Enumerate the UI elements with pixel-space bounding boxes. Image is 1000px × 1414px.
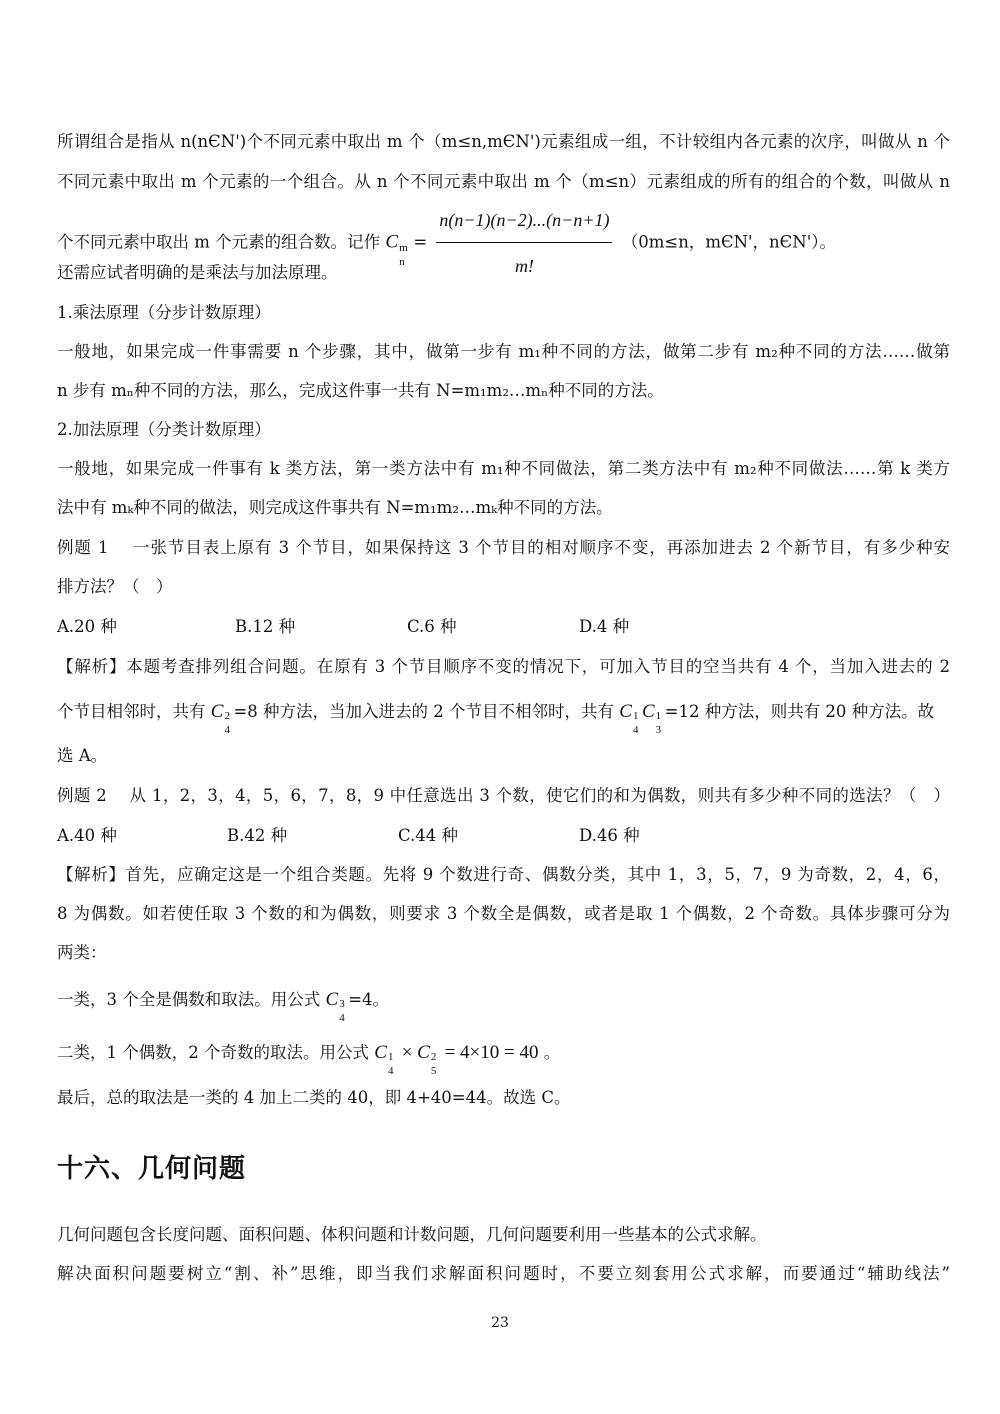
combination-c43: C [325,989,339,1010]
example-2-analysis-line-3: 两类： [57,943,107,962]
example-2-option-c: C.44 种 [398,826,459,845]
example-2-question: 例题 2 从 1，2，3，4，5，6，7，8，9 中任意选出 3 个数，使它们的和为偶数，则共有多少种不同的选法？（ ） [57,786,950,805]
combination-indices [398,234,408,268]
page-number: 23 [491,1315,509,1331]
example-2-option-b: B.42 种 [227,826,288,845]
principle-2-title: 2.加法原理（分类计数原理） [57,420,271,439]
principle-1-line-2: n 步有 mₙ种不同的方法，那么，完成这件事一共有 N=m₁m₂…mₙ种不同的方法。 [57,381,664,400]
case-1-text-a: 一类，3 个全是偶数和取法。用公式 [57,990,321,1009]
combination-sub: n [399,256,405,268]
section-heading: 十六、几何问题 [57,1154,247,1184]
example-1-analysis-line-2: 个节目相邻时，共有 C 2 4 =8 种方法，当加入进去的 2 个节目不相邻时，共有 C 1 4 C 1 3 =12 种方法，则共有 20 种方法。故 [57,701,935,736]
combination-c42: C [210,701,224,722]
example-1-analysis-line-1: 【解析】本题考查排列组合问题。在原有 3 个节目顺序不变的情况下，可加入节目的空当共有 4 个，当加入进去的 2 [57,657,950,676]
case-2-text-b: 。 [543,1043,561,1062]
definition-line-2: 不同元素中取出 m 个元素的一个组合。从 n 个不同元素中取出 m 个（m≤n）元素组成的所有的组合的个数，叫做从 n [57,172,950,191]
intro-text: 还需应试者明确的是乘法与加法原理。 [57,263,338,282]
equals-sign: = [413,232,428,252]
example-2-case-2: 二类，1 个偶数，2 个奇数的取法。用公式 C 1 4 × C 2 5 = 4×10 = 40 。 [57,1042,561,1077]
example-1-option-b: B.12 种 [235,617,296,636]
example-2-conclusion: 最后，总的取法是一类的 4 加上二类的 40，即 4+40=44。故选 C。 [57,1088,571,1107]
example-2-option-a: A.40 种 [57,826,117,845]
principle-2-line-1: 一般地，如果完成一件事有 k 类方法，第一类方法中有 m₁种不同做法，第二类方法中有 m₂种不同做法……第 k 类方 [57,459,950,478]
definition-line-1: 所谓组合是指从 n(nЄN')个不同元素中取出 m 个（m≤n,mЄN')元素组成一组，不计较组内各元素的次序，叫做从 n 个 [57,132,950,151]
example-1-analysis-text-a: 个节目相邻时，共有 [57,702,206,721]
definition-line-3-suffix: （0m≤n，mЄN'，nЄN'）。 [621,232,837,252]
case-1-text-b: =4。 [348,990,390,1009]
example-1-analysis-text-b: =8 种方法，当加入进去的 2 个节目不相邻时，共有 [233,702,614,721]
example-1-analysis-text-c: =12 种方法，则共有 20 种方法。故 [664,702,935,721]
combination-c42-indices: 2 4 [224,709,230,736]
example-1-option-a: A.20 种 [57,617,117,636]
combination-c31: C [641,701,655,722]
section-line-1: 几何问题包含长度问题、面积问题、体积问题和计数问题，几何问题要利用一些基本的公式求解。 [57,1225,767,1244]
principle-2-line-2: 法中有 mₖ种不同的做法，则完成这件事共有 N=m₁m₂…mₖ种不同的方法。 [57,498,613,517]
principle-1-line-1: 一般地，如果完成一件事需要 n 个步骤，其中，做第一步有 m₁种不同的方法，做第二步有 m₂种不同的方法……做第 [57,342,950,361]
case-2-text-a: 二类，1 个偶数，2 个奇数的取法。用公式 [57,1043,369,1062]
section-line-2: 解决面积问题要树立“割、补”思维，即当我们求解面积问题时，不要立刻套用公式求解，而要通过“辅助线法” [57,1264,950,1283]
fraction-denominator: m! [514,256,534,276]
example-2-analysis-line-1: 【解析】首先，应确定这是一个组合类题。先将 9 个数进行奇、偶数分类，其中 1，3，5，7，9 为奇数，2，4，6， [57,865,950,884]
example-1-question-line-2: 排方法？（ ） [57,577,173,596]
combination-symbol: C [385,231,399,253]
example-2-case-1: 一类，3 个全是偶数和取法。用公式 C 3 4 =4。 [57,989,390,1024]
definition-line-3-prefix: 个不同元素中取出 m 个元素的组合数。记作 [57,232,381,252]
example-1-option-c: C.6 种 [407,617,457,636]
example-2-option-d: D.46 种 [579,826,640,845]
principle-1-title: 1.乘法原理（分步计数原理） [57,303,271,322]
example-1-question-line-1: 例题 1 一张节目表上原有 3 个节目，如果保持这 3 个节目的相对顺序不变，再添加进去 2 个新节目，有多少种安 [57,538,950,557]
case-2-equation: = 4×10 = 40 [439,1042,539,1063]
example-1-analysis-line-3: 选 A。 [57,746,108,765]
combination-sup: m [399,242,408,254]
example-1-option-d: D.4 种 [579,617,630,636]
example-2-analysis-line-2: 8 为偶数。如若使任取 3 个数的和为偶数，则要求 3 个数全是偶数，或者是取 1 个偶数，2 个奇数。具体步骤可分为 [57,904,950,923]
combination-c41-b: C [374,1042,387,1063]
fraction-numerator: n(n−1)(n−2)...(n−n+1) [436,200,612,243]
combination-c41: C [619,701,632,722]
